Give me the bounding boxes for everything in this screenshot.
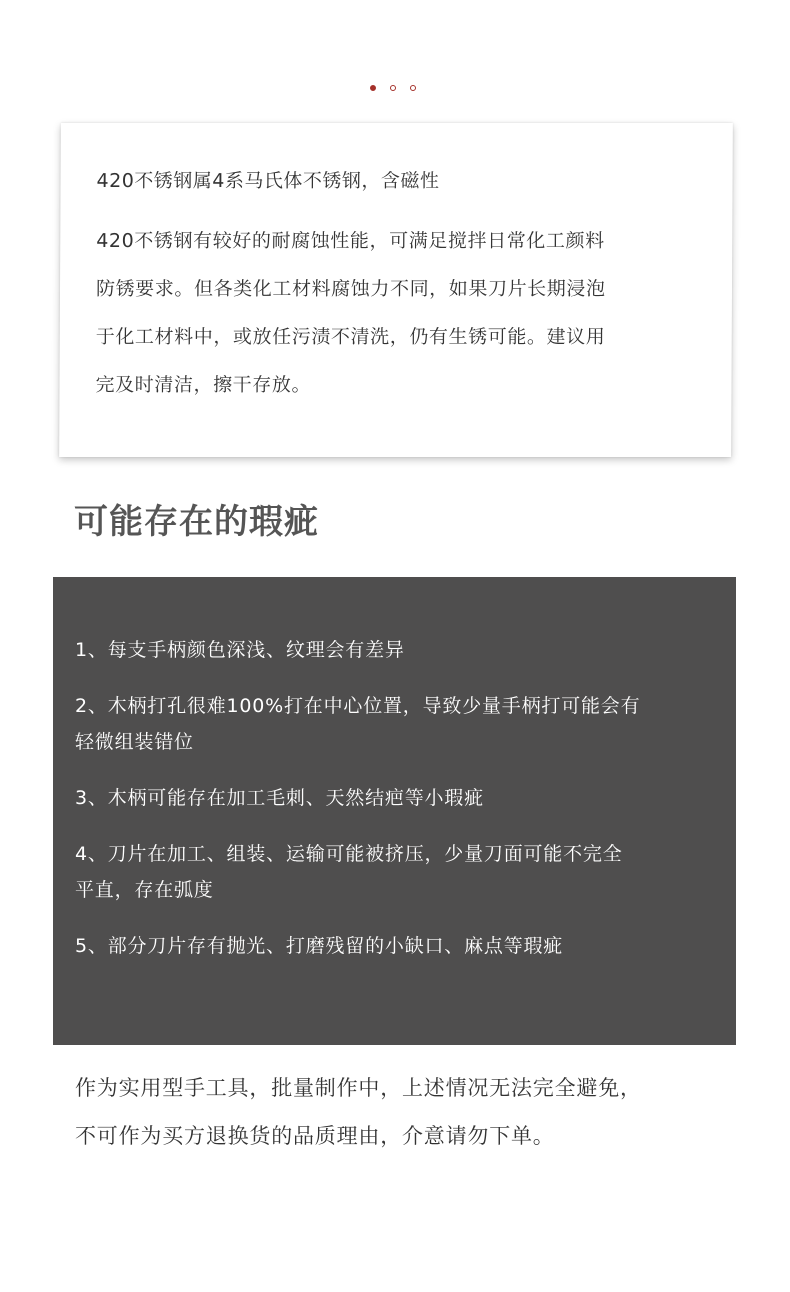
flaw-panel [53,577,736,1045]
flaw-item: 4、刀片在加工、组装、运输可能被挤压，少量刀面可能不完全 平直，存在弧度 [75,843,623,901]
flaw-list [75,632,715,984]
carousel-dot[interactable] [390,85,396,91]
material-note-card [59,123,733,457]
flaw-item: 3、木柄可能存在加工毛刺、天然结疤等小瑕疵 [75,787,484,809]
disclaimer-text: 作为实用型手工具，批量制作中，上述情况无法完全避免， 不可作为买方退换货的品质理由，介意请勿下单。 [75,1076,642,1148]
note-title: 420不锈钢属4系马氏体不锈钢，含磁性 [96,170,440,192]
section-heading: 可能存在的瑕疵 [74,502,319,542]
flaw-item: 5、部分刀片存有抛光、打磨残留的小缺口、麻点等瑕疵 [75,935,564,957]
carousel-dot[interactable] [410,85,416,91]
carousel-indicator [370,85,430,97]
flaw-item: 1、每支手柄颜色深浅、纹理会有差异 [75,639,405,661]
carousel-dot-active[interactable] [370,85,376,91]
note-content [95,167,696,409]
note-body: 420不锈钢有较好的耐腐蚀性能，可满足搅拌日常化工颜料 防锈要求。但各类化工材料腐蚀力不同，如果刀片长期浸泡 于化工材料中，或放任污渍不清洗，仍有生锈可能。建议用 完及时清洁，擦干存放。 [95,230,606,396]
flaw-item: 2、木柄打孔很难100%打在中心位置，导致少量手柄打可能会有 轻微组装错位 [75,695,641,753]
